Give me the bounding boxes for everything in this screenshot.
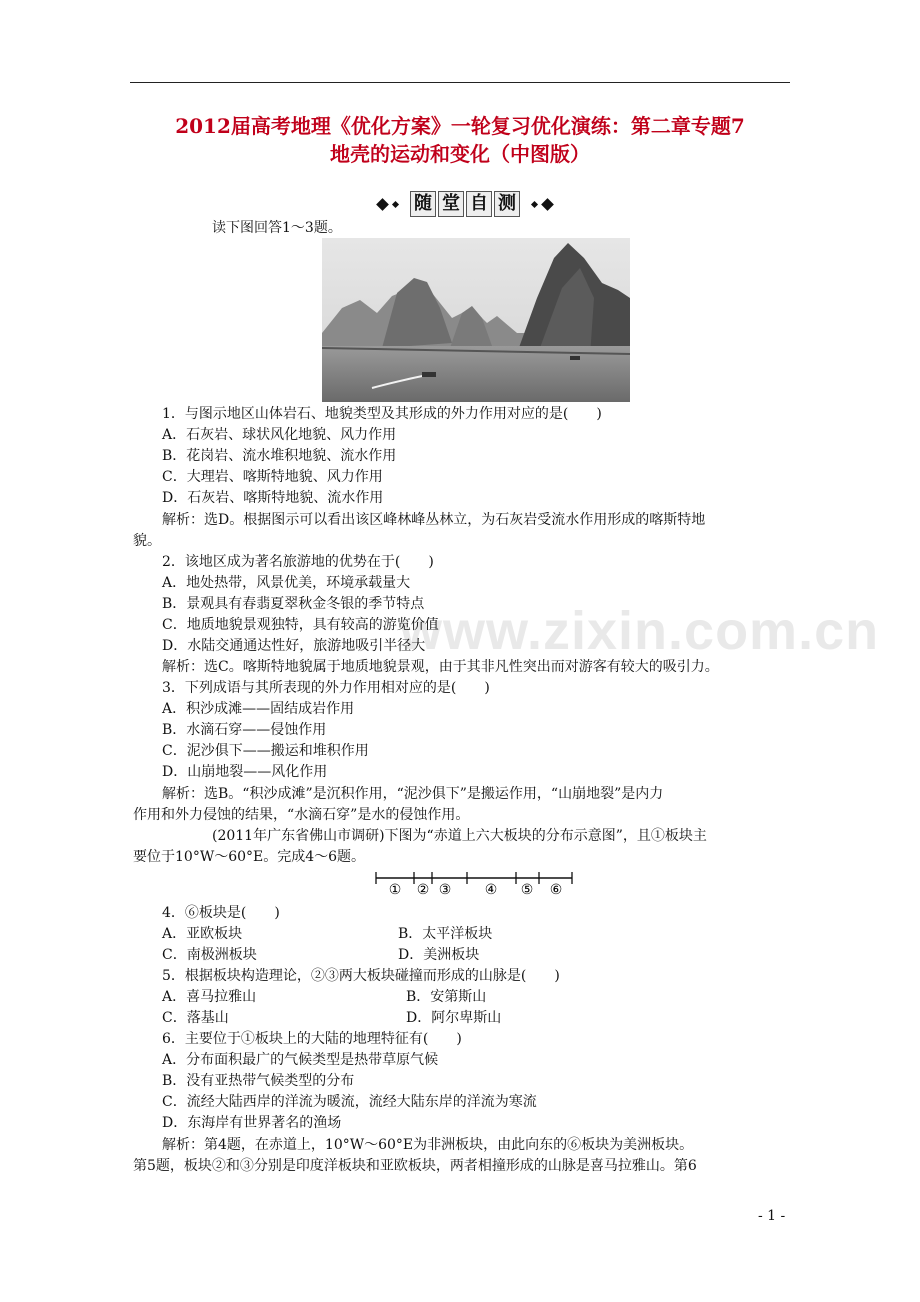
page-number: - 1 - (758, 1208, 786, 1224)
plate-label: ② (416, 882, 430, 898)
banner-char: 堂 (438, 191, 464, 217)
watermark: www.zixin.com.cn (400, 601, 880, 661)
q1-option-b: B．花岗岩、流水堆积地貌、流水作用 (162, 448, 397, 464)
q1-answer-cont: 貌。 (133, 533, 161, 549)
plate-label: ⑤ (520, 882, 534, 898)
intro-4-6: (2011年广东省佛山市调研)下图为“赤道上六大板块的分布示意图”，且①板块主 (212, 828, 707, 844)
intro-text: 读下图回答1～3题。 (212, 220, 342, 236)
q4-option-d: D．美洲板块 (398, 947, 480, 963)
q1-option-a: A．石灰岩、球状风化地貌、风力作用 (162, 427, 397, 443)
q1-option-c: C．大理岩、喀斯特地貌、风力作用 (162, 469, 383, 485)
q2-option-a: A．地处热带，风景优美，环境承载量大 (162, 575, 411, 591)
q2-option-b: B．景观具有春翡夏翠秋金冬银的季节特点 (162, 596, 425, 612)
q4-6-answer: 解析：第4题，在赤道上，10°W～60°E为非洲板块，由此向东的⑥板块为美洲板块。 (162, 1137, 694, 1153)
section-banner (350, 188, 580, 220)
plate-label: ④ (484, 882, 498, 898)
plate-label: ⑥ (549, 882, 563, 898)
banner-label (410, 191, 520, 217)
diamond-icon (541, 198, 554, 211)
q4-option-b: B．太平洋板块 (398, 926, 493, 942)
q6-option-d: D．东海岸有世界著名的渔场 (162, 1115, 342, 1131)
question-6: 6．主要位于①板块上的大陆的地理特征有( ) (162, 1031, 462, 1047)
question-3: 3．下列成语与其所表现的外力作用相对应的是( ) (162, 680, 490, 696)
title-line-1: 2012届高考地理《优化方案》一轮复习优化演练：第二章专题7 (175, 114, 745, 138)
q4-6-answer-cont: 第5题，板块②和③分别是印度洋板块和亚欧板块，两者相撞形成的山脉是喜马拉雅山。第6 (133, 1158, 697, 1174)
question-4: 4．⑥板块是( ) (162, 905, 280, 921)
q4-option-c: C．南极洲板块 (162, 947, 257, 963)
q5-option-c: C．落基山 (162, 1010, 229, 1026)
plate-distribution-diagram (374, 868, 574, 898)
q3-option-b: B．水滴石穿——侵蚀作用 (162, 722, 327, 738)
document-title (130, 112, 790, 168)
title-line-2: 地壳的运动和变化（中图版） (330, 142, 590, 166)
banner-char: 自 (466, 191, 492, 217)
q6-option-a: A．分布面积最广的气候类型是热带草原气候 (162, 1052, 439, 1068)
q6-option-c: C．流经大陆西岸的洋流为暖流，流经大陆东岸的洋流为寒流 (162, 1094, 537, 1110)
question-2: 2．该地区成为著名旅游地的优势在于( ) (162, 554, 434, 570)
banner-char: 测 (494, 191, 520, 217)
q4-option-a: A．亚欧板块 (162, 926, 243, 942)
q1-answer: 解析：选D。根据图示可以看出该区峰林峰丛林立，为石灰岩受流水作用形成的喀斯特地 (162, 512, 706, 528)
q5-option-a: A．喜马拉雅山 (162, 989, 257, 1005)
q3-answer-cont: 作用和外力侵蚀的结果，“水滴石穿”是水的侵蚀作用。 (133, 807, 470, 823)
q3-option-c: C．泥沙俱下——搬运和堆积作用 (162, 743, 369, 759)
question-5: 5．根据板块构造理论，②③两大板块碰撞而形成的山脉是( ) (162, 968, 560, 984)
diamond-icon (376, 198, 389, 211)
karst-photo-image (322, 238, 630, 402)
intro-4-6-cont: 要位于10°W～60°E。完成4～6题。 (133, 849, 366, 865)
diamond-small-icon (531, 200, 538, 207)
q1-option-d: D．石灰岩、喀斯特地貌、流水作用 (162, 490, 384, 506)
q2-option-c: C．地质地貌景观独特，具有较高的游览价值 (162, 617, 439, 633)
plate-label: ③ (438, 882, 452, 898)
q5-option-d: D．阿尔卑斯山 (406, 1010, 502, 1026)
q3-option-d: D．山崩地裂——风化作用 (162, 764, 328, 780)
banner-char: 随 (410, 191, 436, 217)
q2-answer: 解析：选C。喀斯特地貌属于地质地貌景观，由于其非凡性突出而对游客有较大的吸引力。 (162, 659, 719, 675)
karst-landscape-photo (322, 238, 630, 402)
q3-option-a: A．积沙成滩——固结成岩作用 (162, 701, 355, 717)
diamond-small-icon (392, 200, 399, 207)
top-rule (130, 82, 790, 83)
q6-option-b: B．没有亚热带气候类型的分布 (162, 1073, 355, 1089)
question-1: 1．与图示地区山体岩石、地貌类型及其形成的外力作用对应的是( ) (162, 406, 602, 422)
q3-answer: 解析：选B。“积沙成滩”是沉积作用，“泥沙俱下”是搬运作用，“山崩地裂”是内力 (162, 786, 664, 802)
q5-option-b: B．安第斯山 (406, 989, 487, 1005)
plate-label: ① (388, 882, 402, 898)
q2-option-d: D．水陆交通通达性好，旅游地吸引半径大 (162, 638, 426, 654)
